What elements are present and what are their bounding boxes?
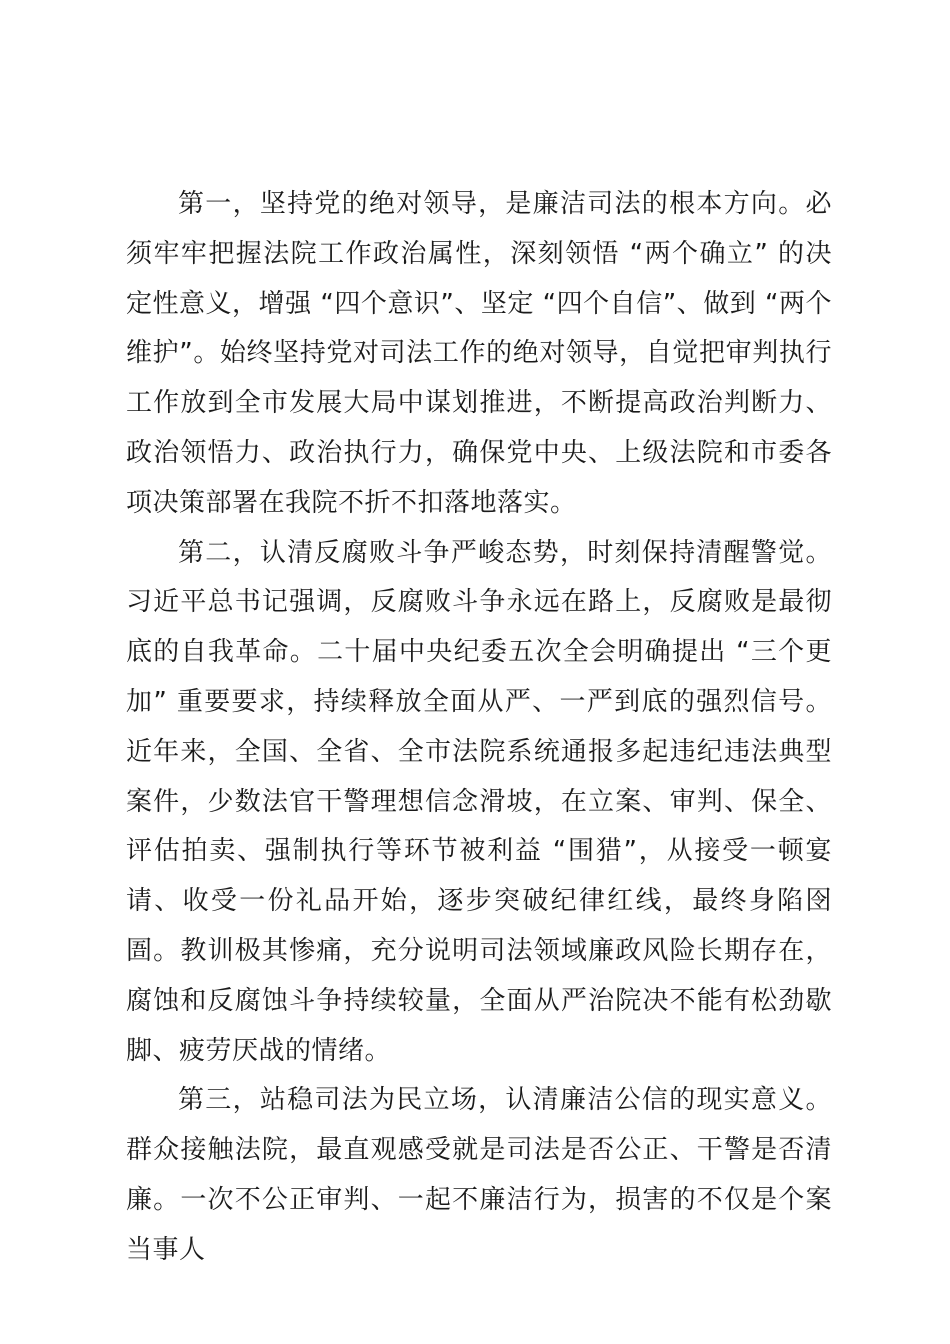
document-body	[126, 180, 832, 1276]
paragraph-second: 第二，认清反腐败斗争严峻态势，时刻保持清醒警觉。习近平总书记强调，反腐败斗争永远在路上，反腐败是最彻底的自我革命。二十届中央纪委五次全会明确提出 “三个更加” 重要要求，持续释放全面从严、一严到底的强烈信号。近年来，全国、全省、全市法院系统通报多起违纪违法典型案件，少数法官干警理想信念滑坡，在立案、审判、保全、评估拍卖、强制执行等环节被利益 “围猎”，从接受一顿宴请、收受一份礼品开始，逐步突破纪律红线，最终身陷囹圄。教训极其惨痛，充分说明司法领域廉政风险长期存在，腐蚀和反腐蚀斗争持续较量，全面从严治院决不能有松劲歇脚、疲劳厌战的情绪。	[126, 537, 832, 1066]
paragraph-third: 第三，站稳司法为民立场，认清廉洁公信的现实意义。群众接触法院，最直观感受就是司法是否公正、干警是否清廉。一次不公正审判、一起不廉洁行为，损害的不仅是个案当事人	[126, 1085, 832, 1265]
paragraph-first: 第一，坚持党的绝对领导，是廉洁司法的根本方向。必须牢牢把握法院工作政治属性，深刻领悟 “两个确立” 的决定性意义，增强 “四个意识”、坚定 “四个自信”、做到 “两个维护”。始终坚持党对司法工作的绝对领导，自觉把审判执行工作放到全市发展大局中谋划推进，不断提高政治判断力、政治领悟力、政治执行力，确保党中央、上级法院和市委各项决策部署在我院不折不扣落地落实。	[126, 189, 832, 518]
